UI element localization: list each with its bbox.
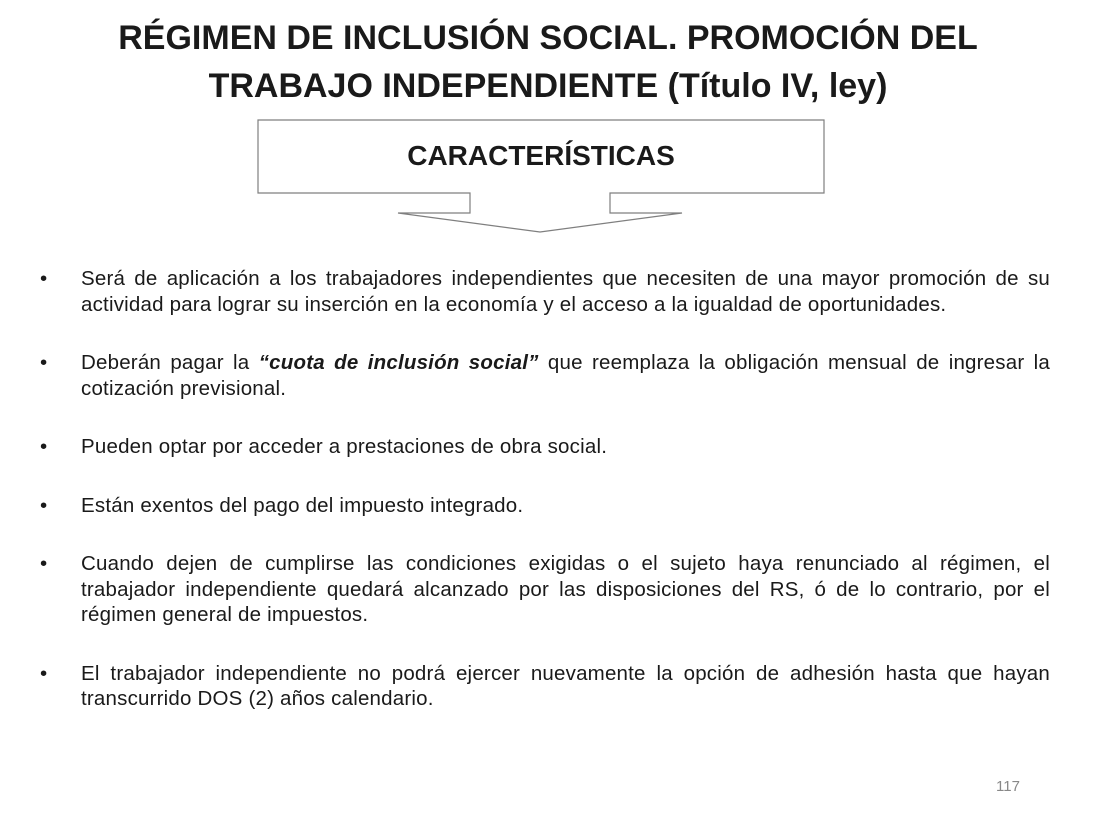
bullet-text-after: que reemplaza la obligación mensual de ingresar la cotización previsional.: [81, 351, 1051, 400]
bullet-text-emphasis: “cuota de inclusión social”: [258, 351, 539, 374]
list-item: [40, 434, 1050, 460]
bullet-text: Cuando dejen de cumplirse las condiciones exigidas o el sujeto haya renunciado al régimen, el trabajador independiente quedará alcanzado por las disposiciones del RS, ó de lo contrario, por el régimen general de impuestos.: [81, 552, 1050, 626]
list-item: [40, 350, 1050, 401]
bullet-icon: •: [40, 351, 48, 374]
title-line-2: TRABAJO INDEPENDIENTE (Título IV, ley): [208, 67, 888, 105]
bullet-text-before: Deberán pagar la: [81, 351, 259, 374]
list-item: [40, 661, 1050, 712]
page-number: 117: [996, 778, 1020, 795]
bullet-icon: •: [40, 435, 48, 458]
bullet-icon: •: [40, 493, 48, 517]
bullet-text: Están exentos del pago del impuesto integrado.: [81, 493, 524, 517]
bullet-icon: •: [40, 552, 48, 575]
title-line-1: RÉGIMEN DE INCLUSIÓN SOCIAL. PROMOCIÓN DEL: [118, 19, 978, 57]
bullet-text: Será de aplicación a los trabajadores independientes que necesiten de una mayor promoción de su actividad para lograr su inserción en la economía y el acceso a la igualdad de oportunidades.: [81, 267, 1050, 316]
bullet-icon: •: [40, 661, 48, 685]
callout-label: CARACTERÍSTICAS: [407, 140, 675, 171]
bullet-list: [40, 266, 1050, 712]
bullet-text: Pueden optar por acceder a prestaciones de obra social.: [81, 435, 608, 458]
bullet-icon: •: [40, 267, 48, 290]
bullet-text: El trabajador independiente no podrá ejercer nuevamente la opción de adhesión hasta que hayan transcurrido DOS (2) años calendario.: [81, 661, 1050, 710]
list-item: [40, 551, 1050, 628]
list-item: [40, 493, 1050, 519]
list-item: [40, 266, 1050, 317]
